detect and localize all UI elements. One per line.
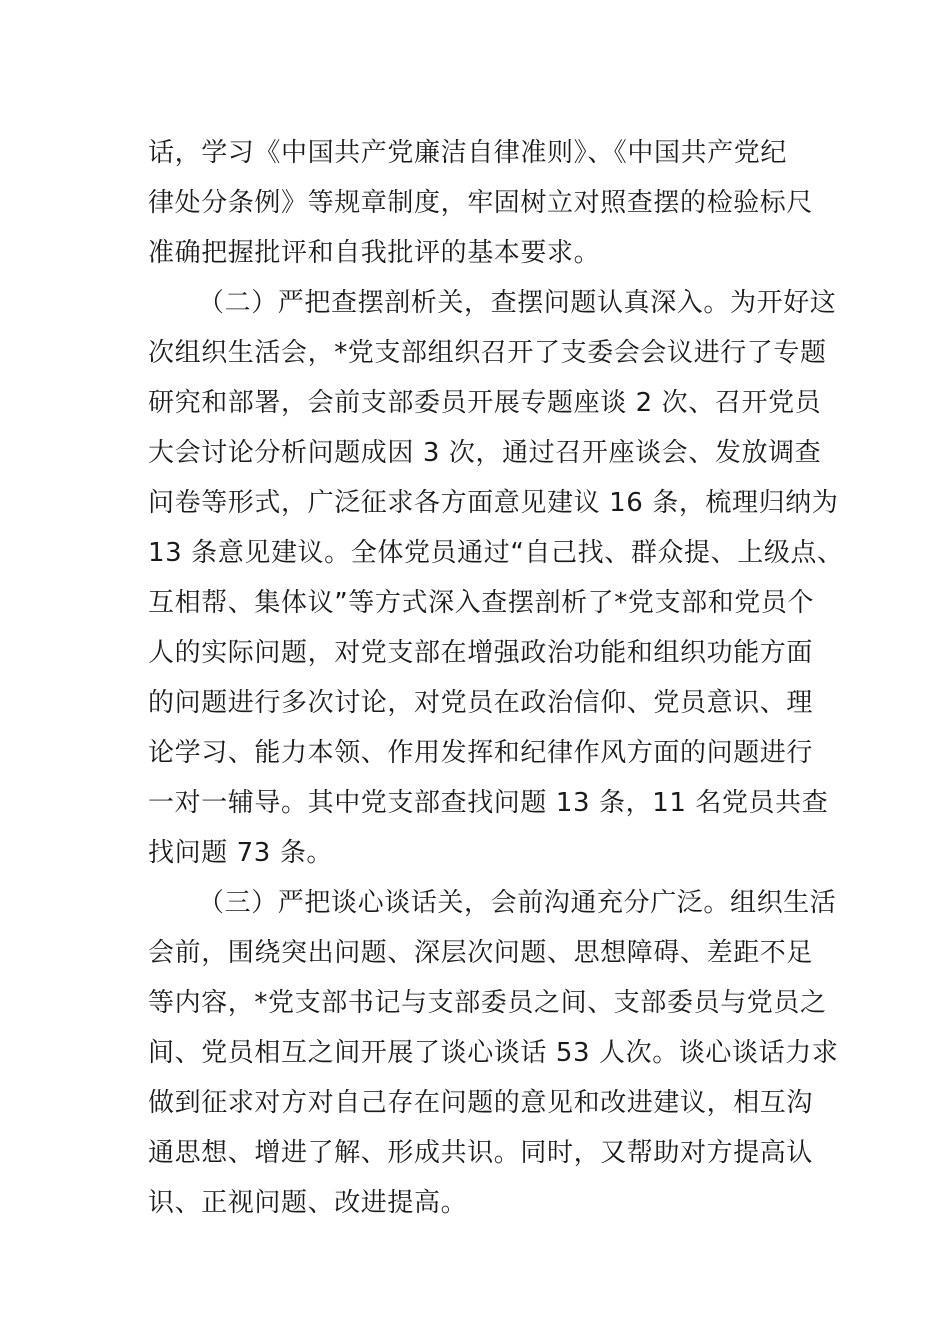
text-line: 大会讨论分析问题成因 3 次，通过召开座谈会、发放调查: [148, 438, 822, 468]
text-line: 话，学习《中国共产党廉洁自律准则》、《中国共产党纪: [148, 138, 788, 168]
text-line: 会前，围绕突出问题、深层次问题、思想障碍、差距不足: [148, 938, 814, 968]
paragraph-2-first-line: （二）严把查摆剖析关，查摆问题认真深入。为开好这: [198, 288, 837, 318]
text-line: 间、党员相互之间开展了谈心谈话 53 人次。谈心谈话力求: [148, 1038, 839, 1068]
text-line: 律处分条例》等规章制度，牢固树立对照查摆的检验标尺: [148, 188, 814, 218]
text-line: 准确把握批评和自我批评的基本要求。: [148, 238, 601, 268]
text-line: 论学习、能力本领、作用发挥和纪律作风方面的问题进行: [148, 738, 814, 768]
text-line: 13 条意见建议。全体党员通过“自己找、群众提、上级点、: [148, 538, 844, 568]
text-line: 等内容，*党支部书记与支部委员之间、支部委员与党员之: [148, 988, 827, 1018]
text-line: 互相帮、集体议”等方式深入查摆剖析了*党支部和党员个: [148, 588, 815, 618]
text-line: 问卷等形式，广泛征求各方面意见建议 16 条，梳理归纳为: [148, 488, 839, 518]
text-line: 人的实际问题，对党支部在增强政治功能和组织功能方面: [148, 638, 814, 668]
text-line: 找问题 73 条。: [148, 838, 334, 868]
text-line: 通思想、增进了解、形成共识。同时，又帮助对方提高认: [148, 1138, 814, 1168]
text-line: 的问题进行多次讨论，对党员在政治信仰、党员意识、理: [148, 688, 814, 718]
text-line: 研究和部署，会前支部委员开展专题座谈 2 次、召开党员: [148, 388, 822, 418]
text-line: 一对一辅导。其中党支部查找问题 13 条，11 名党员共查: [148, 788, 829, 818]
text-line: 次组织生活会，*党支部组织召开了支委会会议进行了专题: [148, 338, 827, 368]
paragraph-3-first-line: （三）严把谈心谈话关，会前沟通充分广泛。组织生活: [198, 888, 837, 918]
text-line: 做到征求对方对自己存在问题的意见和改进建议，相互沟: [148, 1088, 814, 1118]
text-line: 识、正视问题、改进提高。: [148, 1188, 468, 1218]
